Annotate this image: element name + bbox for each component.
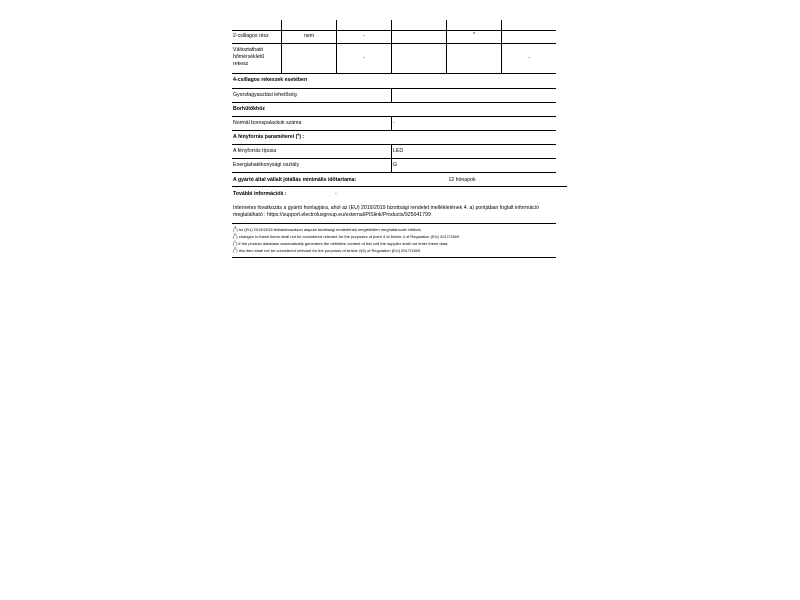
table-rule [391,88,392,102]
footnote: (d) this item shall not be considered relevant for the purposes of Article 2(6) of Regulation (EU) 2017/1369. [233,246,422,253]
table-rule [232,43,556,44]
cell: - [363,33,365,39]
table-rule [232,130,556,131]
footnote: (a) Az (EU) 2019/2015 felhatalmazáson alapuló bizottsági rendeletnek megfelelően meghatározott értékek. [233,225,422,232]
energy-class-value: G [393,162,398,168]
warranty-value: 12 hónapok [448,177,476,183]
light-type-value: LED [393,148,404,154]
energy-class-label: Energiahatékonysági osztály [233,162,300,168]
table-rule [232,257,556,258]
table-rule [391,116,392,130]
table-rule [232,172,556,173]
row-label-variable-1: Változtatható [233,47,264,53]
more-info-value: - [335,191,337,197]
table-rule [232,144,556,145]
table-rule [232,223,556,224]
more-info-label: További információk : [233,191,287,197]
cell: nem [303,33,315,39]
warranty-label: A gyártó által vállalt jótállás minimális időtartama: [233,177,357,183]
row-label-2star: 2-csillagos rész [233,33,269,39]
table-rule [232,158,556,159]
section-heading-four-star: 4-csillagos rekeszek esetében [233,77,308,83]
table-rule [232,186,567,187]
row-label-variable-2: hőmérsékletű [233,54,265,60]
cell: - [363,55,365,61]
table-rule [232,116,556,117]
cell: - [528,55,530,61]
table-rule [501,20,502,73]
wine-bottles-label: Normál borospalackok száma [233,120,302,126]
light-type-label: A fényforrás típusa [233,148,277,154]
table-rule [232,102,556,103]
table-rule [336,20,337,73]
cell: * [472,32,476,38]
footnote: (c) if the product database automatically generates the definitive content of this cell the supplier shall not enter these data. [233,239,449,246]
table-rule [232,88,556,89]
section-heading-wine: Borhűtőkhöz [233,106,265,112]
table-rule [391,20,392,73]
wine-bottles-value: - [393,120,395,126]
table-rule [232,30,556,31]
table-rule [446,20,447,73]
internet-reference: Internetes hivatkozás a gyártó honlapjára, ahol az (EU) 2019/2019 bizottsági rendelet mellékletének 4. a) pontjában foglalt információ megtalálható : https://support.electroluxgroup.eu/external/PISlink/Products/925041799 [233,205,539,218]
row-label-variable-3: rekesz [233,61,249,67]
table-rule [232,73,556,74]
table-rule [281,20,282,73]
fast-freeze-label: Gyorsfagyasztási lehetőség [233,92,297,98]
section-heading-light: A fényforrás paraméterei ($^a$) : [233,132,305,140]
footnote: (b) changes to these items shall not be considered relevant for the purposes of point 4 of Article 4 of Regulation (EU) 2017/1369. [233,232,460,239]
